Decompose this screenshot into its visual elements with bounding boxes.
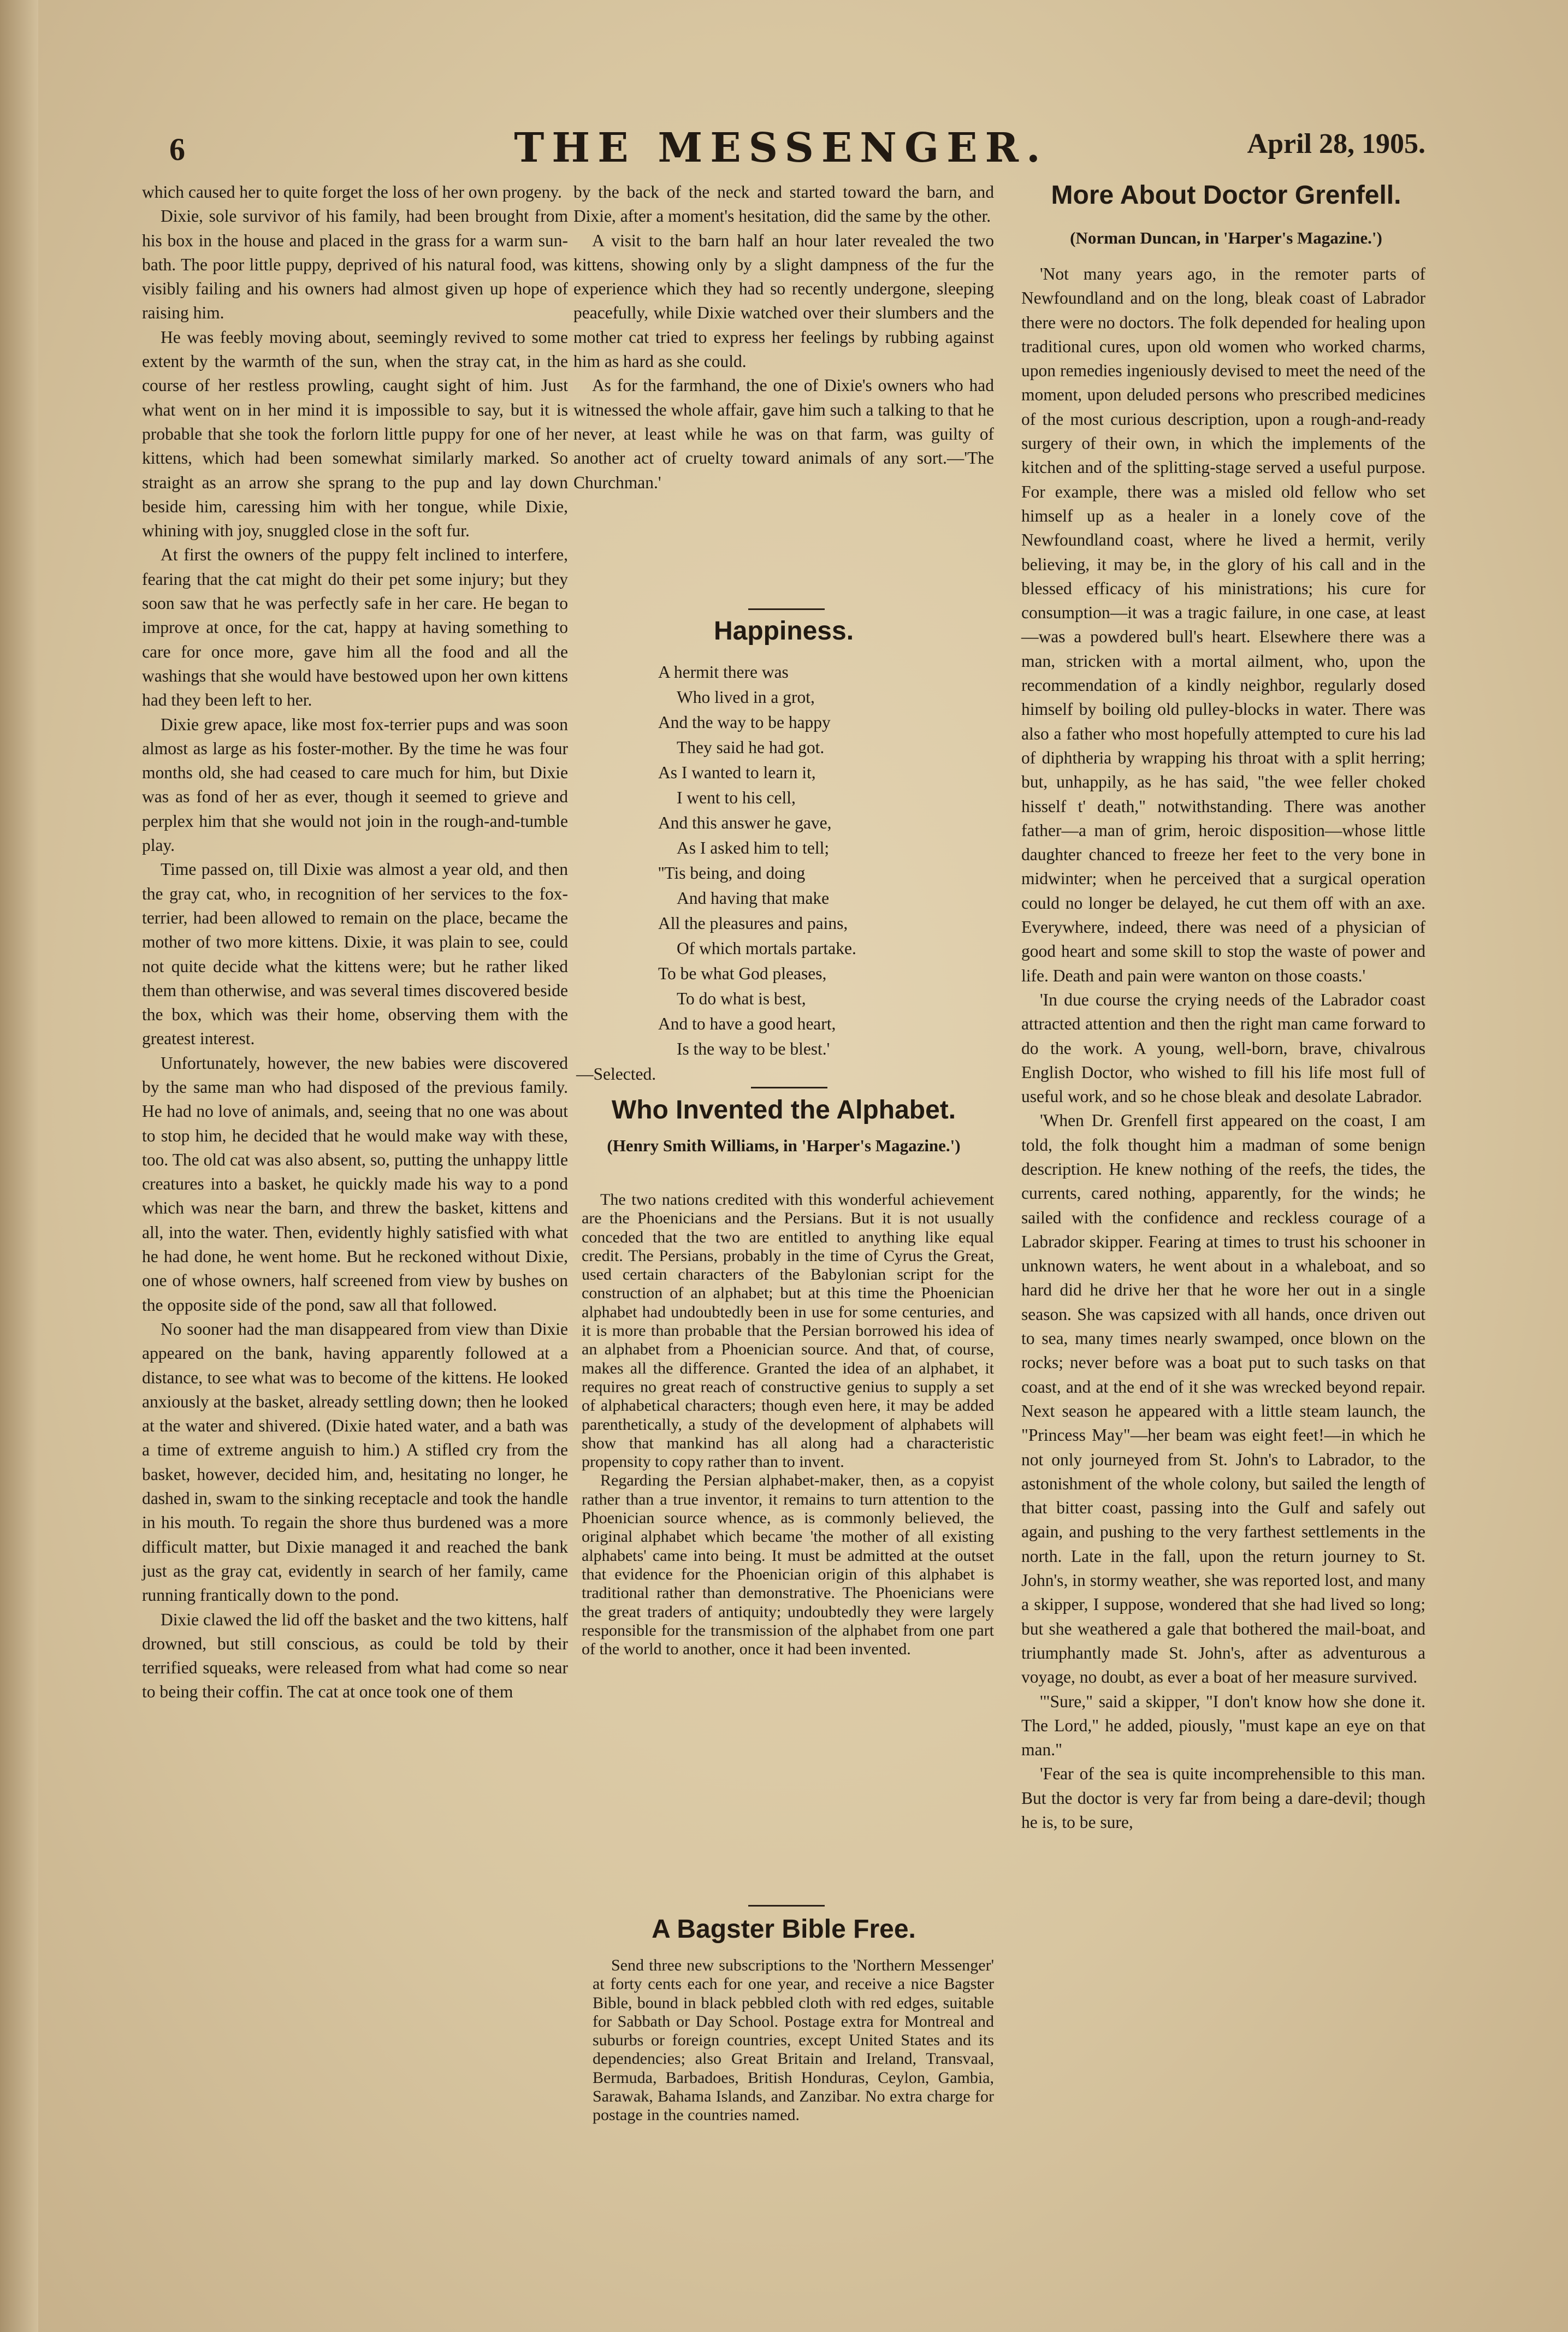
paragraph: The two nations credited with this wonderful achievement are the Phoenicians and the Persians. But it is not usually conceded that the two are entitled to anything like equal credit. The Persians, probably in the time of Cyrus the Great, used certain characters of the Babylonian script for the construction of an alphabet; but at this time the Phoenician alphabet had undoubtedly been in use for some centuries, and it is more than probable that the Persian borrowed his idea of an alphabet from a Phoenician source. And that, of course, makes all the difference. Granted the idea of an alphabet, it requires no great reach of constructive genius to supply a set of alphabetical characters; though even here, it may be added parenthetically, a study of the development of alphabets will show that mankind has all along had a characteristic propensity to copy rather than to invent. <box>582 1191 994 1471</box>
poem-line: Of which mortals partake. <box>677 939 856 958</box>
happiness-title: Happiness. <box>713 617 854 646</box>
masthead: THE MESSENGER. <box>514 125 1048 171</box>
column-1 <box>142 180 568 1704</box>
poem-line: Is the way to be blest.' <box>677 1039 830 1058</box>
issue-date: April 28, 1905. <box>1247 128 1425 159</box>
poem-line: As I wanted to learn it, <box>658 763 816 782</box>
poem-line: A hermit there was <box>658 662 789 682</box>
paragraph: 'When Dr. Grenfell first appeared on the coast, I am told, the folk thought him a madman of some benign description. He knew nothing of the reefs, the tides, the currents, cared nothing, apparently, for the winds; he sailed with the confidence and reckless courage of a Labrador skipper. Fearing at times to trust his schooner in unknown waters, he went about in a whaleboat, and so hard did he drive her that he wore her out in a single season. She was capsized with all hands, once driven out to sea, many times nearly swamped, once blown on the rocks; never before was a boat put to such tasks on that coast, and at the end of it she was wrecked beyond repair. Next season he appeared with a little steam launch, the "Princess May"—her beam was eight feet!—in which he not only journeyed from St. John's to Labrador, to the astonishment of the whole colony, but sailed the length of that bitter coast, passing into the Gulf and safely out again, and pushing to the very farthest settlements in the north. Late in the fall, upon the return journey to St. John's, in stormy weather, she was reported lost, and many a skipper, I suppose, wondered that she had lived so long; but she weathered a gale that bothered the mail-boat, and triumphantly made St. John's, after as adventurous a voyage, no doubt, as ever a boat of her measure survived. <box>1021 1111 1425 1687</box>
paragraph: Dixie, sole survivor of his family, had been brought from his box in the house and placed in the grass for a warm sun-bath. The poor little puppy, deprived of his natural food, was visibly failing and his owners had almost given up hope of raising him. <box>142 206 568 323</box>
page-header <box>137 120 1425 169</box>
paragraph: At first the owners of the puppy felt inclined to interfere, fearing that the cat might do their pet some injury; but they soon saw that he was perfectly safe in her care. He began to improve at once, for the cat, happy at having something to care for once more, gave him all the food and all the washings that she would have bestowed upon her own kittens had they been left to her. <box>142 545 568 710</box>
paragraph: Time passed on, till Dixie was almost a year old, and then the gray cat, who, in recognition of her services to the fox-terrier, had been allowed to remain on the place, became the mother of two more kittens. Dixie, it was plain to see, could not quite decide what the kittens were; but he rather liked them than otherwise, and was several times discovered beside the box, which was their home, observing them with the greatest interest. <box>142 860 568 1049</box>
grenfell-article <box>1021 262 1425 1834</box>
paragraph: Regarding the Persian alphabet-maker, then, as a copyist rather than a true inventor, it remains to turn attention to the Phoenician source whence, as is commonly believed, the original alphabet which became 'the mother of all existing alphabets' came into being. It must be admitted at the outset that evidence for the Phoenician origin of this alphabet is traditional rather than demonstrative. The Phoenicians were the great traders of antiquity; undoubtedly they were largely responsible for the transmission of the alphabet from one part of the world to another, once it had been invented. <box>582 1471 994 1659</box>
bagster-title: A Bagster Bible Free. <box>652 1915 916 1944</box>
poem-line: ''Tis being, and doing <box>658 863 806 883</box>
paragraph: 'In due course the crying needs of the Labrador coast attracted attention and then the right man came forward to do the work. A young, well-born, brave, chivalrous English Doctor, who wished to fill his life most full of useful work, and so he chose bleak and desolate Labrador. <box>1021 990 1425 1106</box>
paragraph: He was feebly moving about, seemingly revived to some extent by the warmth of the sun, when the stray cat, in the course of her restless prowling, caught sight of him. Just what went on in her mind it is impossible to say, but it is probable that she took the forlorn little puppy for one of her kittens, which had been somewhat similarly marked. So straight as an arrow she sprang to the pup and lay down beside him, caressing him with her tongue, while Dixie, whining with joy, snuggled close in the soft fur. <box>142 327 568 541</box>
poem-line: And having that make <box>677 889 830 908</box>
paragraph: '"Sure," said a skipper, "I don't know how she done it. The Lord," he added, piously, "must kape an eye on that man." <box>1021 1691 1425 1760</box>
grenfell-title: More About Doctor Grenfell. <box>1051 181 1401 210</box>
section-rule <box>748 608 825 610</box>
poem-line: To be what God pleases, <box>658 964 827 983</box>
grenfell-source: (Norman Duncan, in 'Harper's Magazine.') <box>1070 228 1382 247</box>
paragraph: As for the farmhand, the one of Dixie's owners who had witnessed the whole affair, gave him such a talking to that he never, at least while he was on that farm, was guilty of another act of cruelty toward animals of any sort.—'The Churchman.' <box>573 376 994 492</box>
poem-line: I went to his cell, <box>677 788 796 807</box>
paragraph: 'Fear of the sea is quite incomprehensible to this man. But the doctor is very far from being a dare-devil; though he is, to be sure, <box>1021 1764 1425 1832</box>
alphabet-title: Who Invented the Alphabet. <box>611 1096 956 1124</box>
poem-line: They said he had got. <box>677 738 825 757</box>
poem-line: And the way to be happy <box>658 713 831 732</box>
poem-line: All the pleasures and pains, <box>658 914 848 933</box>
paragraph: Send three new subscriptions to the 'Northern Messenger' at forty cents each for one year, and receive a nice Bagster Bible, bound in black pebbled cloth with red edges, suitable for Sabbath or Day School. Postage extra for Montreal and suburbs or foreign countries, except United States and its dependencies; also Great Britain and Ireland, Transvaal, Bermuda, Barbadoes, British Honduras, Ceylon, Gambia, Sarawak, Bahama Islands, and Zanzibar. No extra charge for postage in the countries named. <box>593 1956 994 2124</box>
poem-line: And this answer he gave, <box>658 813 832 832</box>
column-2-top <box>573 180 994 495</box>
page-number: 6 <box>169 132 185 167</box>
poem-credit: —Selected. <box>576 1064 656 1084</box>
alphabet-source: (Henry Smith Williams, in 'Harper's Magazine.') <box>607 1136 961 1155</box>
paragraph: No sooner had the man disappeared from view than Dixie appeared on the bank, having apparently followed at a distance, to see what was to become of the kittens. He looked anxiously at the basket, already settling down; then he looked at the water and shivered. (Dixie hated water, and a bath was a time of extreme anguish to him.) A stifled cry from the basket, however, decided him, and, hesitating no longer, he dashed in, swam to the sinking receptacle and took the handle in his mouth. To regain the shore thus burdened was a more difficult matter, but Dixie managed it and reached the bank just as the gray cat, evidently in search of her family, came running frantically down to the pond. <box>142 1319 568 1605</box>
paragraph: Unfortunately, however, the new babies were discovered by the same man who had disposed of the previous family. He had no love of animals, and, seeing that no one was about to stop him, he decided that he would make way with these, too. The old cat was also absent, so, putting the unhappy little creatures into a basket, he quickly made his way to a pond which was near the barn, and threw the basket, kittens and all, into the water. Then, evidently highly satisfied with what he had done, he went home. But he reckoned without Dixie, one of whose owners, half screened from view by bushes on the opposite side of the pond, saw all that followed. <box>142 1053 568 1315</box>
section-rule <box>748 1905 825 1907</box>
bagster-notice <box>593 1956 994 2125</box>
poem-line: And to have a good heart, <box>658 1014 836 1033</box>
paragraph: A visit to the barn half an hour later revealed the two kittens, showing only by a slight dampness of the fur the experience which they had so recently undergone, sleeping peacefully, while Dixie watched over their slumbers and the mother cat tried to express her feelings by rubbing against him as hard as she could. <box>573 230 994 371</box>
section-rule <box>751 1087 827 1088</box>
page-edge <box>0 0 38 2332</box>
paragraph: 'Not many years ago, in the remoter parts of Newfoundland and on the long, bleak coast of Labrador there were no doctors. The folk depended for healing upon traditional cures, upon old women who worked charms, upon remedies ingeniously devised to meet the need of the moment, upon deluded persons who prescribed medicines of the most curious description, upon a rough-and-ready surgery of their own, in which the implements of the kitchen and of the splitting-stage served a useful purpose. For example, there was a misled old fellow who set himself up as a healer in a lonely cove of the Newfoundland coast, where he lived a hermit, verily believing, it may be, in the glory of his call and in the blessed efficacy of his ministrations; his cure for consumption—it was a tragic failure, in one case, at least—was a powdered bull's heart. Elsewhere there was a man, stricken with a mortal ailment, who, upon the recommendation of a kindly neighbor, regularly dosed himself by boiling old pulley-blocks in water. There was also a father who most hopefully attempted to cure his lad of diphtheria by wrapping his throat with a split herring; but, unhappily, as he has said, "the wee feller choked hisself t' death," notwithstanding. There was another father—a man of grim, heroic disposition—whose little daughter chanced to freeze her feet to the very bone in midwinter; when he perceived that a surgical operation could no longer be delayed, he cut them off with an axe. Everywhere, indeed, there was need of a physician of good heart and some skill to stop the waste of power and life. Death and pain were wanton on those coasts.' <box>1021 264 1425 985</box>
paragraph: Dixie grew apace, like most fox-terrier pups and was soon almost as large as his foster-mother. By the time he was four months old, she had ceased to care much for him, but Dixie was as fond of her as ever, though it seemed to grieve and perplex him that she would not join in the rough-and-tumble play. <box>142 714 568 855</box>
happiness-poem <box>658 660 964 1062</box>
paragraph: which caused her to quite forget the loss of her own progeny. <box>142 182 562 202</box>
alphabet-article <box>582 1191 994 1659</box>
paragraph: Dixie clawed the lid off the basket and the two kittens, half drowned, but still conscious, as could be told by their terrified squeaks, were released from what had come so near to being their coffin. The cat at once took one of them <box>142 1609 568 1702</box>
poem-line: Who lived in a grot, <box>677 688 815 707</box>
poem-line: To do what is best, <box>677 989 806 1008</box>
paragraph: by the back of the neck and started toward the barn, and Dixie, after a moment's hesitation, did the same by the other. <box>573 182 994 226</box>
poem-line: As I asked him to tell; <box>677 838 830 857</box>
